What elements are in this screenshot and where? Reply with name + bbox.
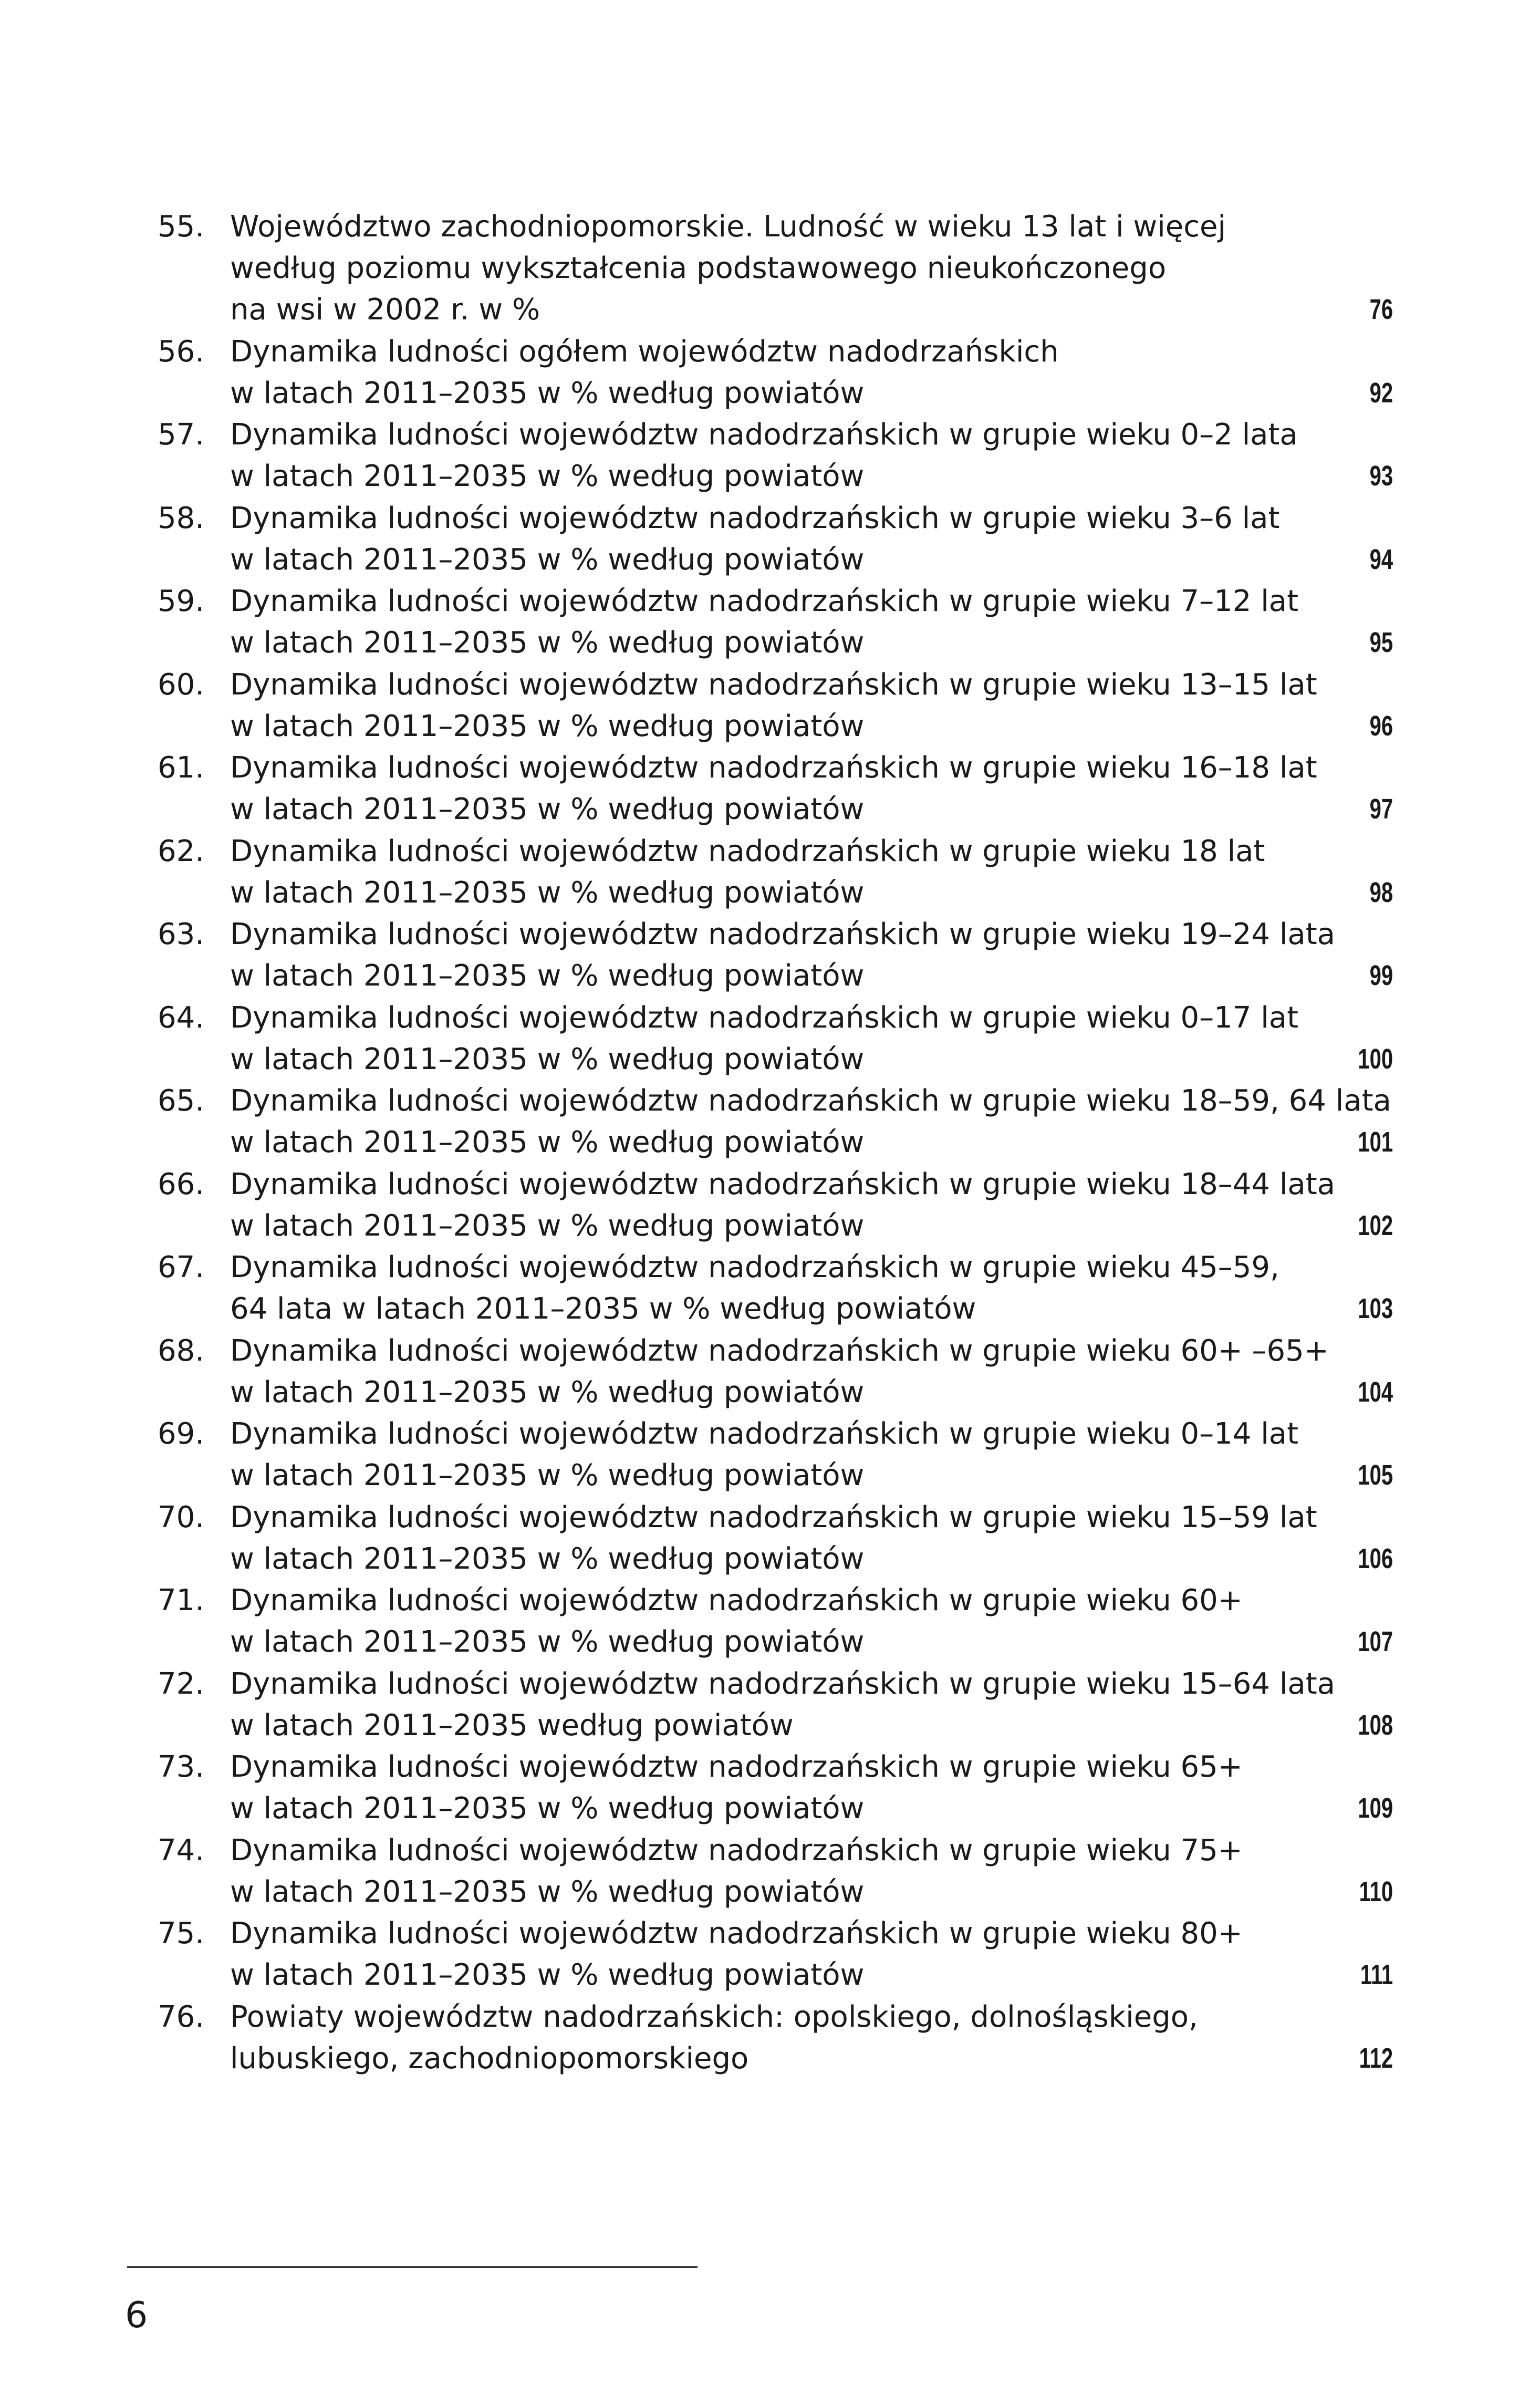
- footer-divider: [127, 2266, 698, 2268]
- toc-entry: [158, 580, 1393, 664]
- entry-title: [230, 1996, 1312, 2079]
- entry-page-number: 93: [1369, 460, 1393, 492]
- entry-title-line: w latach 2011–2035 w % według powiatów: [230, 1958, 865, 1993]
- toc-entry: [158, 1996, 1393, 2080]
- entry-title-line: w latach 2011–2035 w % według powiatów: [230, 1874, 865, 1909]
- entry-number: 62.: [158, 834, 205, 868]
- entry-title-line: Dynamika ludności województw nadodrzańskich w grupie wieku 60+: [230, 1583, 1243, 1618]
- entry-number: 72.: [158, 1666, 205, 1701]
- entry-title-line: w latach 2011–2035 w % według powiatów: [230, 875, 865, 910]
- entry-title: [230, 1497, 1317, 1580]
- entry-title-line: Województwo zachodniopomorskie. Ludność w wieku 13 lat i więcej: [230, 210, 1226, 244]
- toc-entry: [158, 497, 1393, 581]
- entry-number: 63.: [158, 917, 205, 952]
- entry-number: 75.: [158, 1916, 205, 1951]
- toc-entry: [158, 1913, 1393, 1996]
- entry-title: [230, 1580, 1312, 1663]
- entry-title-line: Dynamika ludności województw nadodrzańskich w grupie wieku 18–59, 64 lata: [230, 1084, 1391, 1118]
- entry-title: [230, 1164, 1335, 1247]
- entry-title-line: w latach 2011–2035 w % według powiatów: [230, 709, 865, 743]
- entry-page-number: 105: [1358, 1459, 1393, 1491]
- entry-page-number: 96: [1369, 710, 1393, 742]
- entry-title: [230, 206, 1312, 331]
- entry-title-line: w latach 2011–2035 w % według powiatów: [230, 376, 865, 410]
- entry-number: 65.: [158, 1084, 205, 1118]
- entry-title-line: w latach 2011–2035 w % według powiatów: [230, 1375, 865, 1409]
- entry-page-number: 100: [1358, 1043, 1393, 1075]
- entry-title-line: Dynamika ludności województw nadodrzańskich w grupie wieku 0–17 lat: [230, 1000, 1299, 1035]
- entry-title-line: Dynamika ludności województw nadodrzańskich w grupie wieku 13–15 lat: [230, 667, 1317, 702]
- entry-page-number: 94: [1369, 543, 1393, 575]
- entry-title-line: 64 lata w latach 2011–2035 w % według powiatów: [230, 1292, 976, 1326]
- entry-title-line: Dynamika ludności województw nadodrzańskich w grupie wieku 18–44 lata: [230, 1167, 1335, 1201]
- entry-title-line: w latach 2011–2035 w % według powiatów: [230, 1125, 865, 1160]
- entry-page-number: 102: [1358, 1209, 1393, 1241]
- toc-entry: [158, 206, 1393, 331]
- entry-number: 55.: [158, 210, 205, 244]
- entry-page-number: 104: [1358, 1376, 1393, 1408]
- entry-title-line: w latach 2011–2035 w % według powiatów: [230, 1208, 865, 1243]
- toc-entry: [158, 831, 1393, 914]
- entry-title-line: w latach 2011–2035 w % według powiatów: [230, 542, 865, 577]
- entry-number: 60.: [158, 667, 205, 702]
- entry-page-number: 111: [1360, 1959, 1393, 1991]
- entry-page-number: 106: [1358, 1542, 1393, 1574]
- entry-number: 68.: [158, 1333, 205, 1368]
- entry-number: 73.: [158, 1750, 205, 1785]
- entry-number: 64.: [158, 1000, 205, 1035]
- entry-title-line: na wsi w 2002 r. w %: [230, 293, 540, 327]
- entry-number: 67.: [158, 1250, 205, 1285]
- entry-page-number: 97: [1369, 793, 1393, 825]
- entry-title: [230, 1746, 1312, 1829]
- toc-entry: [158, 1746, 1393, 1830]
- entry-page-number: 103: [1358, 1293, 1393, 1325]
- entry-title: [230, 1330, 1329, 1413]
- toc-entry: [158, 997, 1393, 1081]
- entry-page-number: 101: [1358, 1126, 1393, 1158]
- entry-title-line: w latach 2011–2035 w % według powiatów: [230, 626, 865, 660]
- entry-title: [230, 1413, 1312, 1496]
- toc-entry: [158, 1497, 1393, 1580]
- entry-title-line: Dynamika ludności ogółem województw nadodrzańskich: [230, 334, 1059, 369]
- entry-title-line: w latach 2011–2035 w % według powiatów: [230, 959, 865, 993]
- entry-title: [230, 497, 1312, 580]
- entry-title-line: Dynamika ludności województw nadodrzańskich w grupie wieku 18 lat: [230, 834, 1265, 868]
- toc-entry: [158, 414, 1393, 497]
- entry-title-line: Dynamika ludności województw nadodrzańskich w grupie wieku 7–12 lat: [230, 584, 1299, 619]
- entry-title-line: Dynamika ludności województw nadodrzańskich w grupie wieku 15–59 lat: [230, 1500, 1317, 1534]
- entry-title-line: w latach 2011–2035 w % według powiatów: [230, 459, 865, 494]
- entry-title-line: Dynamika ludności województw nadodrzańskich w grupie wieku 0–2 lata: [230, 418, 1298, 452]
- entry-title: [230, 580, 1312, 663]
- entry-number: 76.: [158, 1999, 205, 2034]
- entry-page-number: 109: [1358, 1792, 1393, 1824]
- entry-title: [230, 1663, 1335, 1746]
- list-of-maps: [158, 206, 1393, 2079]
- entry-title: [230, 997, 1312, 1080]
- entry-number: 56.: [158, 334, 205, 369]
- entry-number: 58.: [158, 501, 205, 535]
- entry-title: [230, 914, 1335, 997]
- entry-title-line: Dynamika ludności województw nadodrzańskich w grupie wieku 19–24 lata: [230, 917, 1335, 952]
- entry-number: 57.: [158, 418, 205, 452]
- entry-number: 70.: [158, 1500, 205, 1534]
- entry-number: 59.: [158, 584, 205, 619]
- toc-entry: [158, 1830, 1393, 1913]
- entry-title-line: w latach 2011–2035 w % według powiatów: [230, 1042, 865, 1076]
- entry-page-number: 76: [1369, 294, 1393, 326]
- entry-title: [230, 1247, 1312, 1330]
- entry-page-number: 112: [1359, 2042, 1393, 2074]
- entry-number: 71.: [158, 1583, 205, 1618]
- entry-title: [230, 414, 1312, 497]
- entry-title-line: w latach 2011–2035 w % według powiatów: [230, 1791, 865, 1826]
- entry-title-line: w latach 2011–2035 według powiatów: [230, 1708, 794, 1743]
- entry-title: [230, 331, 1312, 414]
- entry-number: 74.: [158, 1833, 205, 1868]
- entry-title: [230, 831, 1312, 914]
- entry-title-line: w latach 2011–2035 w % według powiatów: [230, 792, 865, 827]
- entry-page-number: 92: [1369, 377, 1393, 409]
- entry-title-line: Powiaty województw nadodrzańskich: opolskiego, dolnośląskiego,: [230, 1999, 1198, 2034]
- entry-page-number: 98: [1369, 876, 1393, 908]
- entry-title-line: według poziomu wykształcenia podstawowego nieukończonego: [230, 251, 1167, 286]
- entry-title-line: Dynamika ludności województw nadodrzańskich w grupie wieku 45–59,: [230, 1250, 1279, 1285]
- entry-number: 66.: [158, 1167, 205, 1201]
- entry-title-line: Dynamika ludności województw nadodrzańskich w grupie wieku 16–18 lat: [230, 751, 1317, 785]
- entry-title-line: lubuskiego, zachodniopomorskiego: [230, 2041, 749, 2076]
- entry-page-number: 110: [1359, 1875, 1393, 1907]
- entry-page-number: 99: [1369, 960, 1393, 992]
- entry-title-line: Dynamika ludności województw nadodrzańskich w grupie wieku 60+ –65+: [230, 1333, 1329, 1368]
- entry-title-line: w latach 2011–2035 w % według powiatów: [230, 1625, 865, 1660]
- entry-title-line: w latach 2011–2035 w % według powiatów: [230, 1541, 865, 1576]
- entry-title-line: Dynamika ludności województw nadodrzańskich w grupie wieku 0–14 lat: [230, 1417, 1299, 1451]
- page-number: 6: [125, 2295, 148, 2336]
- entry-number: 61.: [158, 751, 205, 785]
- entry-title: [230, 747, 1317, 830]
- toc-entry: [158, 1413, 1393, 1497]
- entry-page-number: 108: [1358, 1709, 1393, 1741]
- entry-title-line: Dynamika ludności województw nadodrzańskich w grupie wieku 80+: [230, 1916, 1243, 1951]
- entry-title-line: Dynamika ludności województw nadodrzańskich w grupie wieku 3–6 lat: [230, 501, 1280, 535]
- toc-entry: [158, 664, 1393, 748]
- toc-entry: [158, 1580, 1393, 1663]
- toc-entry: [158, 1247, 1393, 1330]
- entry-page-number: 95: [1369, 627, 1393, 659]
- entry-title: [230, 1830, 1312, 1913]
- toc-entry: [158, 1330, 1393, 1414]
- entry-title-line: Dynamika ludności województw nadodrzańskich w grupie wieku 75+: [230, 1833, 1243, 1868]
- entry-page-number: 107: [1358, 1626, 1393, 1658]
- toc-entry: [158, 1663, 1393, 1747]
- toc-entry: [158, 1080, 1393, 1164]
- toc-entry: [158, 1164, 1393, 1247]
- entry-number: 69.: [158, 1417, 205, 1451]
- entry-title-line: Dynamika ludności województw nadodrzańskich w grupie wieku 65+: [230, 1750, 1243, 1785]
- toc-entry: [158, 331, 1393, 414]
- entry-title: [230, 1913, 1312, 1996]
- entry-title: [230, 664, 1317, 747]
- toc-entry: [158, 914, 1393, 997]
- toc-entry: [158, 747, 1393, 831]
- entry-title-line: w latach 2011–2035 w % według powiatów: [230, 1458, 865, 1493]
- entry-title-line: Dynamika ludności województw nadodrzańskich w grupie wieku 15–64 lata: [230, 1666, 1335, 1701]
